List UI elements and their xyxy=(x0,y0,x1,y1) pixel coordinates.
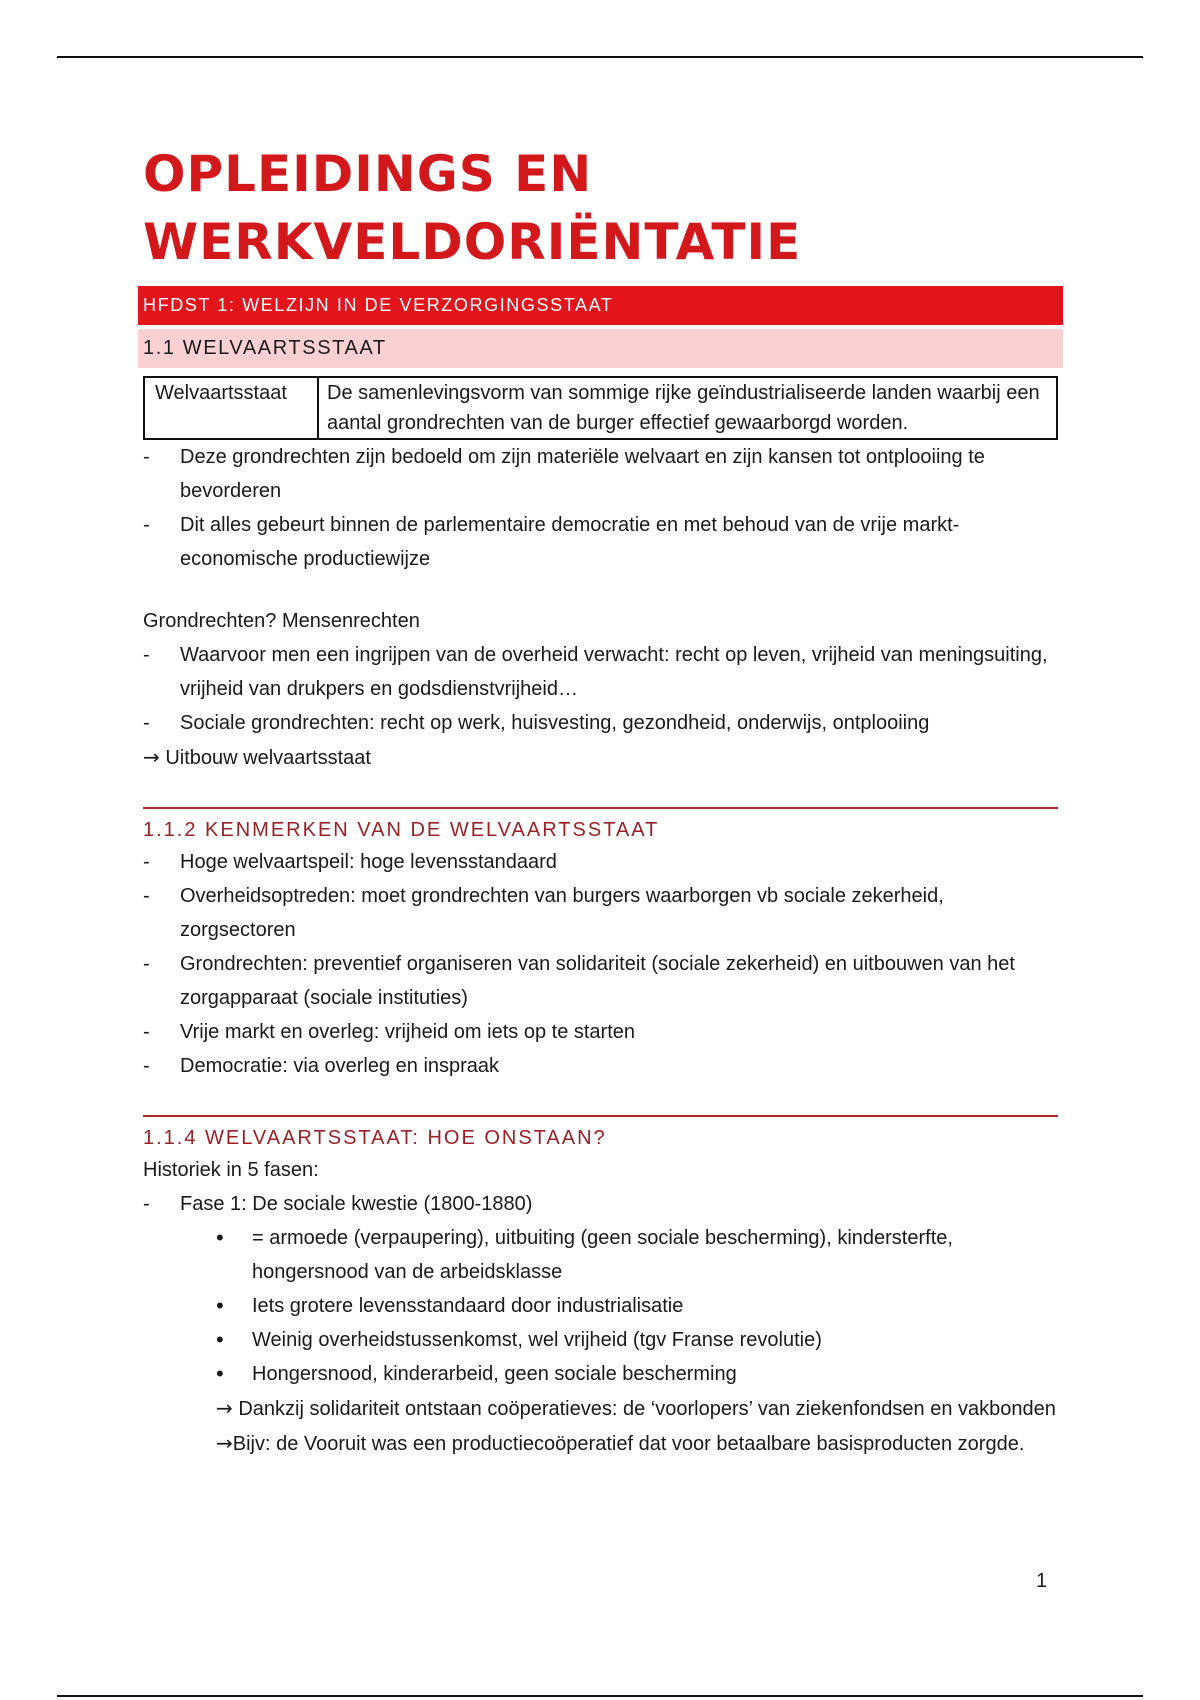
definition-term: Welvaartsstaat xyxy=(144,377,318,439)
grondrechten-label: Grondrechten? Mensenrechten xyxy=(143,610,420,632)
title-line-1: OPLEIDINGS EN xyxy=(143,145,593,203)
list-item: • Weinig overheidstussenkomst, wel vrijheid (tgv Franse revolutie) xyxy=(216,1323,1058,1357)
arrow-right-icon: → xyxy=(143,745,160,769)
list-item: - Grondrechten: preventief organiseren van solidariteit (sociale zekerheid) en uitbouwen van het zorgapparaat (sociale instituties) xyxy=(143,947,1058,1015)
header-rule xyxy=(57,56,1143,58)
historiek-intro: Historiek in 5 fasen: xyxy=(143,1159,319,1181)
section-heading-1-1: 1.1 WELVAARTSSTAAT xyxy=(138,329,1063,368)
grondrechten-bullets xyxy=(143,638,1058,740)
list-item: - Deze grondrechten zijn bedoeld om zijn materiële welvaart en zijn kansen tot ontplooiing te bevorderen xyxy=(143,440,1058,508)
note-vooruit xyxy=(143,1426,1058,1461)
list-item: - Dit alles gebeurt binnen de parlementaire democratie en met behoud van de vrije markt-economische productiewijze xyxy=(143,508,1058,576)
list-item: - Waarvoor men een ingrijpen van de overheid verwacht: recht op leven, vrijheid van meningsuiting, vrijheid van drukpers en godsdienstvrijheid… xyxy=(143,638,1058,706)
arrow-right-icon: → xyxy=(216,1431,233,1455)
chapter-heading: HFDST 1: WELZIJN IN DE VERZORGINGSSTAAT xyxy=(138,286,1063,325)
page-number: 1 xyxy=(1036,1570,1048,1592)
definition-text: De samenlevingsvorm van sommige rijke geïndustrialiseerde landen waarbij een aantal grondrechten van de burger effectief gewaarborgd worden. xyxy=(318,377,1057,439)
list-item: - Overheidsoptreden: moet grondrechten van burgers waarborgen vb sociale zekerheid, zorgsectoren xyxy=(143,879,1058,947)
note-text: Dankzij solidariteit ontstaan coöperatieves: de ‘voorlopers’ van ziekenfondsen en vakbonden xyxy=(238,1398,1056,1420)
footer-rule xyxy=(57,1695,1143,1697)
phase-list xyxy=(143,1187,1058,1221)
section-heading-1-1-2: 1.1.2 KENMERKEN VAN DE WELVAARTSSTAAT xyxy=(143,807,1058,845)
note-text: Bijv: de Vooruit was een productiecoöperatief dat voor betaalbare basisproducten zorgde. xyxy=(232,1433,1025,1455)
list-item: • = armoede (verpaupering), uitbuiting (geen sociale bescherming), kindersterfte, hongersnood van de arbeidsklasse xyxy=(216,1221,1058,1289)
title-line-2: WERKVELDORIËNTATIE xyxy=(143,213,802,271)
document-title xyxy=(143,140,1058,276)
conclusion-line xyxy=(143,740,1058,775)
definition-table xyxy=(143,376,1058,440)
section-heading-1-1-4: 1.1.4 WELVAARTSSTAAT: HOE ONSTAAN? xyxy=(143,1115,1058,1153)
list-item: - Vrije markt en overleg: vrijheid om iets op te starten xyxy=(143,1015,1058,1049)
kenmerken-bullets xyxy=(143,845,1058,1083)
note-cooperatieves xyxy=(143,1391,1058,1426)
list-item: - Democratie: via overleg en inspraak xyxy=(143,1049,1058,1083)
arrow-right-icon: → xyxy=(216,1396,233,1420)
conclusion-text: Uitbouw welvaartsstaat xyxy=(165,747,371,769)
definition-row xyxy=(144,377,1057,439)
list-item: • Hongersnood, kinderarbeid, geen sociale bescherming xyxy=(216,1357,1058,1391)
list-item: • Iets grotere levensstandaard door industrialisatie xyxy=(216,1289,1058,1323)
page-content xyxy=(143,140,1058,1461)
list-item: - Fase 1: De sociale kwestie (1800-1880) xyxy=(143,1187,1058,1221)
list-item: - Hoge welvaartspeil: hoge levensstandaard xyxy=(143,845,1058,879)
phase1-points xyxy=(143,1221,1058,1391)
list-item: - Sociale grondrechten: recht op werk, huisvesting, gezondheid, onderwijs, ontplooiing xyxy=(143,706,1058,740)
welvaartsstaat-bullets xyxy=(143,440,1058,576)
